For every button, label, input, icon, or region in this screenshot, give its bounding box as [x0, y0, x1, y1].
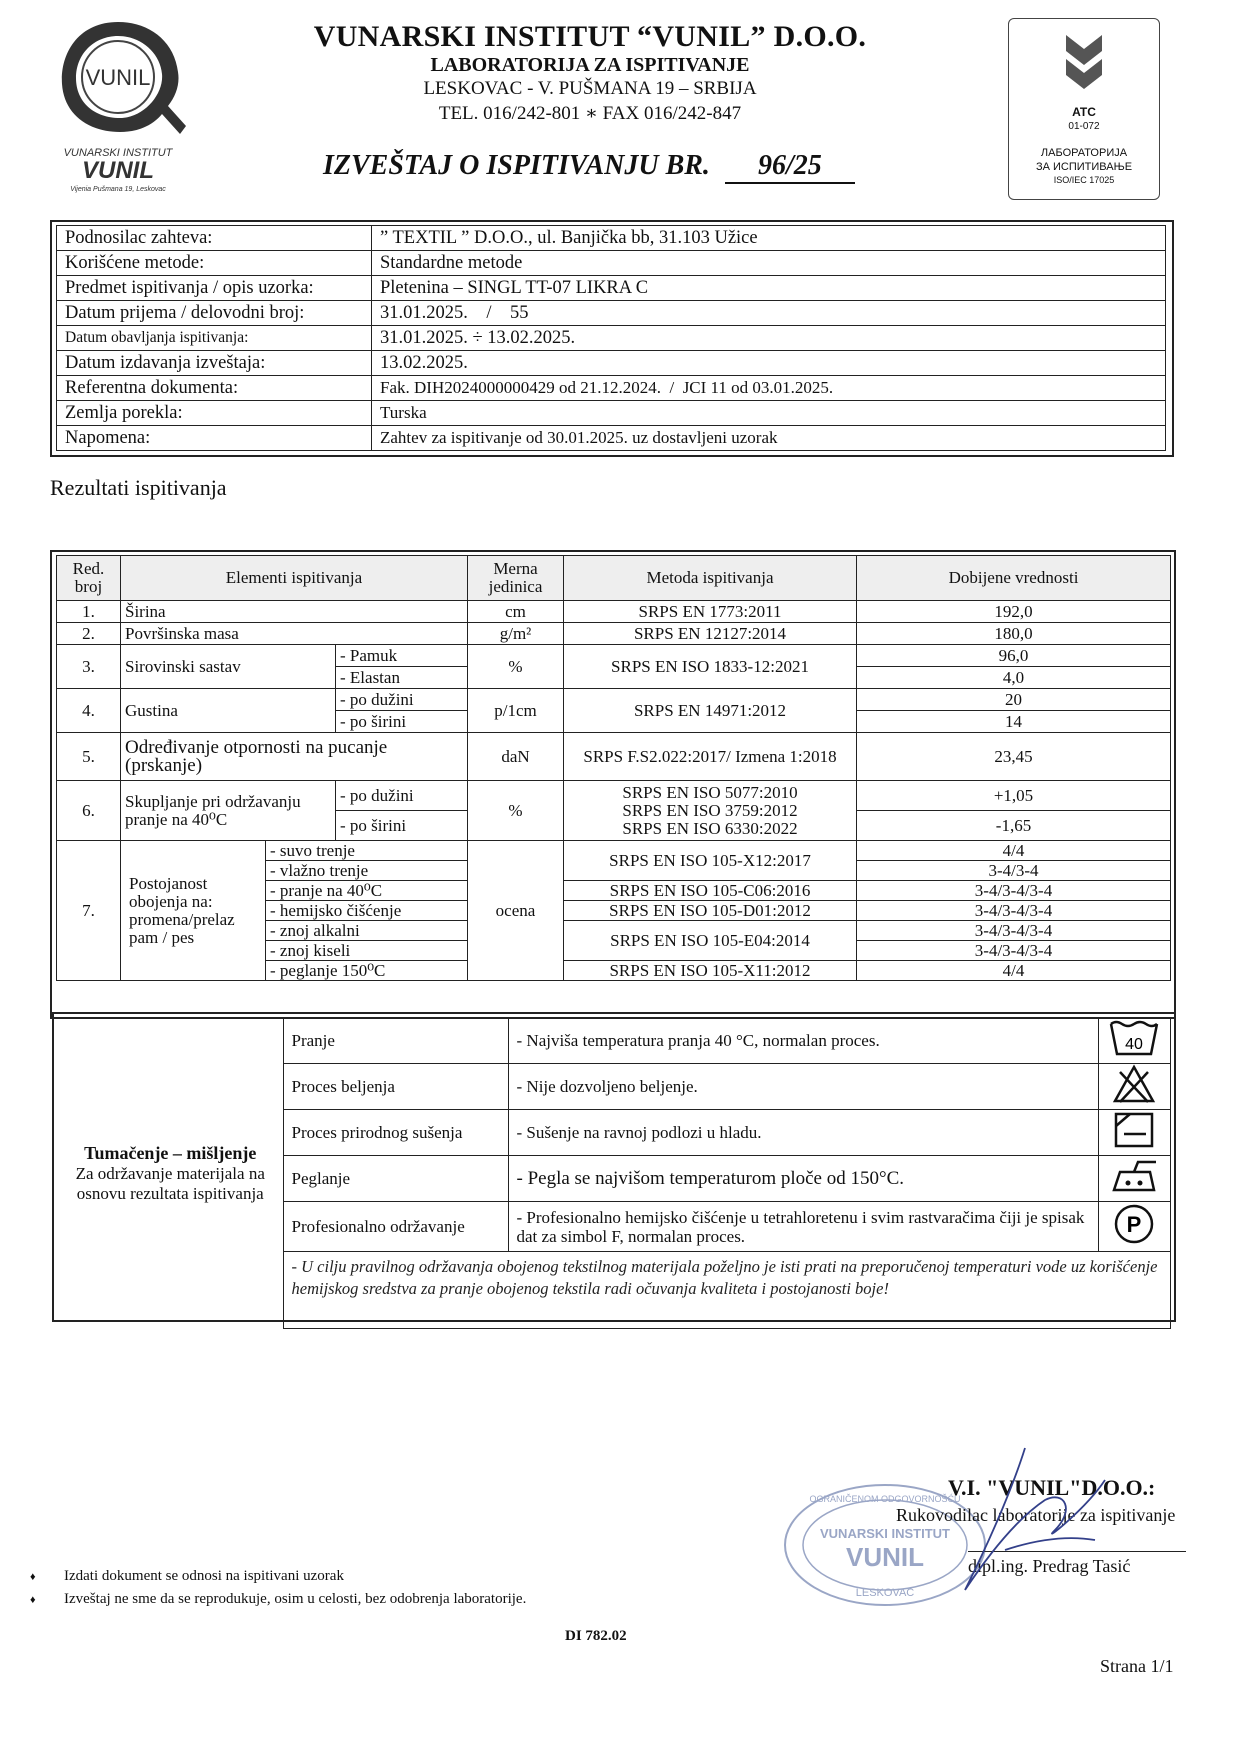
row-value: 4/4: [857, 961, 1171, 981]
accreditation-badge: [1008, 18, 1160, 200]
row-method: SRPS EN ISO 1833-12:2021: [564, 645, 857, 689]
row-value: -1,65: [857, 811, 1171, 841]
info-row: [57, 326, 1166, 351]
logo-institute: VUNARSKI INSTITUT: [63, 147, 173, 159]
footer-notes: [30, 1565, 526, 1611]
care-symbol-cell: [1098, 1156, 1170, 1202]
results-frame: [50, 550, 1176, 1019]
row-value: 23,45: [857, 733, 1171, 781]
row-method: [564, 781, 857, 841]
row-subelement: - Elastan: [336, 667, 468, 689]
row-method: SRPS EN ISO 105-E04:2014: [564, 921, 857, 961]
row-no: 3.: [57, 645, 121, 689]
signature-company: V.I. "VUNIL"D.O.O.:: [948, 1475, 1156, 1500]
table-row: [57, 781, 1171, 811]
iron-two-dots-icon: [1108, 1156, 1160, 1196]
care-text: - Profesionalno hemijsko čišćenje u tetrahloretenu i svim rastvaračima čiji je spisak dat za simbol F, normalan proces.: [508, 1202, 1098, 1252]
row-subelement: - po dužini: [336, 781, 468, 811]
stamp-bottom-text: LESKOVAC: [855, 1587, 915, 1599]
info-row: [57, 301, 1166, 326]
lab-name: LABORATORIJA ZA ISPITIVANJE: [430, 54, 750, 76]
col-header-method: Metoda ispitivanja: [564, 556, 857, 601]
care-label: Peglanje: [283, 1156, 508, 1202]
care-note: - U cilju pravilnog održavanja obojenog tekstilnog materijala poželjno je isti prati na preporučenoj temperaturi vode uz korišćenje hemijskog sredstva za pranje obojenog tekstila radi očuvanja kvaliteta i postojanosti boje!: [283, 1252, 1170, 1329]
org-name: VUNARSKI INSTITUT “VUNIL” D.O.O.: [313, 20, 867, 53]
care-label: Proces prirodnog sušenja: [283, 1110, 508, 1156]
care-label: Pranje: [283, 1018, 508, 1064]
row-subelement: - po širini: [336, 811, 468, 841]
interpretation-title: Tumačenje – mišljenje: [84, 1142, 257, 1163]
row-value: 3-4/3-4/3-4: [857, 921, 1171, 941]
request-info-frame: [50, 220, 1174, 457]
table-row: [57, 645, 1171, 667]
row-value: 20: [857, 689, 1171, 711]
col-header-unit: Merna jedinica: [468, 556, 564, 601]
info-value: Zahtev za ispitivanje od 30.01.2025. uz dostavljeni uzorak: [372, 426, 1166, 451]
signature-name: dipl.ing. Predrag Tasić: [968, 1556, 1131, 1576]
col-header-no: Red. broj: [57, 556, 121, 601]
care-text: - Pegla se najvišom temperaturom ploče od 150°C.: [508, 1156, 1098, 1202]
col-header-element: Elementi ispitivanja: [121, 556, 468, 601]
logo-brand: VUNIL: [82, 157, 154, 184]
footer-note-text: Izdati dokument se odnosi na ispitivani uzorak: [64, 1568, 344, 1584]
bullet-icon: ♦: [30, 1594, 36, 1606]
info-label: Podnosilac zahteva:: [57, 226, 372, 251]
page-number: Strana 1/1: [1100, 1656, 1174, 1676]
row-method: SRPS EN 12127:2014: [564, 623, 857, 645]
row-no: 6.: [57, 781, 121, 841]
row-value: 3-4/3-4: [857, 861, 1171, 881]
row-method: SRPS EN ISO 105-X12:2017: [564, 841, 857, 881]
row-method: SRPS EN ISO 105-D01:2012: [564, 901, 857, 921]
interpretation-summary: [58, 1018, 283, 1329]
info-row: [57, 426, 1166, 451]
info-value: Pletenina – SINGL TT-07 LIKRA C: [372, 276, 1166, 301]
row-no: 4.: [57, 689, 121, 733]
care-symbol-cell: [1098, 1110, 1170, 1156]
no-bleach-icon: [1112, 1064, 1156, 1104]
vunil-logo: [48, 14, 188, 194]
row-element: Postojanost obojenja na: promena/prelaz pam / pes: [121, 841, 266, 981]
info-label: Predmet ispitivanja / opis uzorka:: [57, 276, 372, 301]
info-row: [57, 276, 1166, 301]
table-row: [57, 689, 1171, 711]
report-title: [323, 150, 855, 184]
row-unit: p/1cm: [468, 689, 564, 733]
row-subelement: - suvo trenje: [266, 841, 468, 861]
org-address: LESKOVAC - V. PUŠMANA 19 – SRBIJA: [423, 78, 757, 99]
row-element: Gustina: [121, 689, 336, 733]
dry-clean-letter: P: [1126, 1212, 1142, 1237]
report-number: 96/25: [725, 150, 855, 184]
wash-40-icon: [1108, 1018, 1160, 1058]
care-symbol-cell: [1098, 1018, 1170, 1064]
flat-dry-shade-icon: [1112, 1110, 1156, 1150]
info-row: [57, 251, 1166, 276]
info-value: 31.01.2025. / 55: [372, 301, 1166, 326]
info-value: Standardne metode: [372, 251, 1166, 276]
row-no: 5.: [57, 733, 121, 781]
atc-line3: ISO/IEC 17025: [1053, 175, 1115, 185]
stamp-top-text: OGRANIČENOM ODGOVORNOŠĆU: [809, 1494, 961, 1504]
row-element: Širina: [121, 601, 468, 623]
method-line: SRPS EN ISO 3759:2012: [622, 800, 798, 820]
row-unit: %: [468, 645, 564, 689]
atc-line1: ЛАБОРАТОРИЈА: [1040, 147, 1128, 159]
results-heading: Rezultati ispitivanja: [50, 475, 227, 500]
row-value: 14: [857, 711, 1171, 733]
atc-number: 01-072: [1068, 121, 1100, 132]
logo-address: Vijenia Pušmana 19, Leskovac: [70, 186, 166, 193]
info-label: Datum prijema / delovodni broj:: [57, 301, 372, 326]
info-value: Turska: [372, 401, 1166, 426]
row-no: 7.: [57, 841, 121, 981]
atc-code: ATC: [1072, 105, 1096, 119]
atc-line2: ЗА ИСПИТИВАЊЕ: [1035, 161, 1133, 173]
info-row: [57, 351, 1166, 376]
info-label: Korišćene metode:: [57, 251, 372, 276]
info-label: Datum izdavanja izveštaja:: [57, 351, 372, 376]
atc-logo-icon: [1054, 29, 1114, 97]
results-header-row: [57, 556, 1171, 601]
row-subelement: - vlažno trenje: [266, 861, 468, 881]
row-value: 4/4: [857, 841, 1171, 861]
footer-note: [30, 1565, 526, 1588]
wash-temp-text: 40: [1125, 1036, 1143, 1053]
stamp-brand-text: VUNIL: [846, 1542, 924, 1572]
row-element: Skupljanje pri održavanju pranje na 40⁰C: [121, 781, 336, 841]
info-label: Napomena:: [57, 426, 372, 451]
care-text: - Nije dozvoljeno beljenje.: [508, 1064, 1098, 1110]
row-value: 192,0: [857, 601, 1171, 623]
row-unit: %: [468, 781, 564, 841]
row-value: 96,0: [857, 645, 1171, 667]
info-value: ” TEXTIL ” D.O.O., ul. Banjička bb, 31.103 Užice: [372, 226, 1166, 251]
stamp-mid-text: VUNARSKI INSTITUT: [820, 1526, 950, 1541]
row-element: Određivanje otpornosti na pucanje (prskanje): [121, 733, 468, 781]
info-row: [57, 226, 1166, 251]
row-subelement: - znoj alkalni: [266, 921, 468, 941]
footer-note-text: Izveštaj ne sme da se reprodukuje, osim u celosti, bez odobrenja laboratorije.: [64, 1591, 527, 1607]
row-value: +1,05: [857, 781, 1171, 811]
care-symbol-cell: [1098, 1064, 1170, 1110]
method-line: SRPS EN ISO 5077:2010: [622, 782, 798, 802]
results-table: [56, 555, 1171, 981]
info-value: 13.02.2025.: [372, 351, 1166, 376]
row-value: 3-4/3-4/3-4: [857, 901, 1171, 921]
col-header-value: Dobijene vrednosti: [857, 556, 1171, 601]
row-method: SRPS EN 14971:2012: [564, 689, 857, 733]
footer-note: [30, 1588, 526, 1611]
care-text: - Najviša temperatura pranja 40 °C, normalan proces.: [508, 1018, 1098, 1064]
care-text: - Sušenje na ravnoj podlozi u hladu.: [508, 1110, 1098, 1156]
row-subelement: - znoj kiseli: [266, 941, 468, 961]
row-no: 1.: [57, 601, 121, 623]
info-value: Fak. DIH2024000000429 od 21.12.2024. / JCI 11 od 03.01.2025.: [372, 376, 1166, 401]
dry-clean-p-icon: [1112, 1202, 1156, 1246]
table-row: [57, 841, 1171, 861]
care-label: Proces beljenja: [283, 1064, 508, 1110]
row-subelement: - pranje na 40⁰C: [266, 881, 468, 901]
row-method: SRPS EN 1773:2011: [564, 601, 857, 623]
document-code: DI 782.02: [565, 1628, 627, 1644]
info-row: [57, 376, 1166, 401]
row-subelement: - Pamuk: [336, 645, 468, 667]
interpretation-body: Za održavanje materijala na osnovu rezultata ispitivanja: [75, 1163, 265, 1203]
handwritten-signature: [945, 1440, 1115, 1600]
row-method: SRPS EN ISO 105-C06:2016: [564, 881, 857, 901]
row-unit: cm: [468, 601, 564, 623]
info-row: [57, 401, 1166, 426]
info-value: 31.01.2025. ÷ 13.02.2025.: [372, 326, 1166, 351]
report-title-text: IZVEŠTAJ O ISPITIVANJU BR.: [323, 150, 710, 181]
table-row: [57, 733, 1171, 781]
row-element: Sirovinski sastav: [121, 645, 336, 689]
table-row: [57, 601, 1171, 623]
row-subelement: - po dužini: [336, 689, 468, 711]
row-unit: ocena: [468, 841, 564, 981]
org-phone: TEL. 016/242-801 ∗ FAX 016/242-847: [438, 103, 742, 124]
info-label: Datum obavljanja ispitivanja:: [57, 326, 372, 351]
logo-brand-mark: VUNIL: [85, 65, 151, 90]
row-value: 3-4/3-4/3-4: [857, 941, 1171, 961]
row-element: Površinska masa: [121, 623, 468, 645]
signature-role: Rukovodilac laboratorije za ispitivanje: [896, 1505, 1176, 1525]
care-symbol-cell: [1098, 1202, 1170, 1252]
row-unit: daN: [468, 733, 564, 781]
row-value: 4,0: [857, 667, 1171, 689]
row-subelement: - po širini: [336, 711, 468, 733]
row-unit: g/m²: [468, 623, 564, 645]
care-label: Profesionalno održavanje: [283, 1202, 508, 1252]
row-value: 180,0: [857, 623, 1171, 645]
row-subelement: - hemijsko čišćenje: [266, 901, 468, 921]
row-method: SRPS F.S2.022:2017/ Izmena 1:2018: [564, 733, 857, 781]
care-row: [58, 1018, 1170, 1064]
interpretation-table: [58, 1017, 1171, 1329]
row-method: SRPS EN ISO 105-X11:2012: [564, 961, 857, 981]
method-line: SRPS EN ISO 6330:2022: [622, 818, 798, 838]
row-no: 2.: [57, 623, 121, 645]
info-label: Zemlja porekla:: [57, 401, 372, 426]
table-row: [57, 623, 1171, 645]
request-info-table: [56, 225, 1166, 451]
bullet-icon: ♦: [30, 1571, 36, 1583]
row-value: 3-4/3-4/3-4: [857, 881, 1171, 901]
interpretation-frame: [52, 1012, 1176, 1322]
row-subelement: - peglanje 150⁰C: [266, 961, 468, 981]
info-label: Referentna dokumenta:: [57, 376, 372, 401]
